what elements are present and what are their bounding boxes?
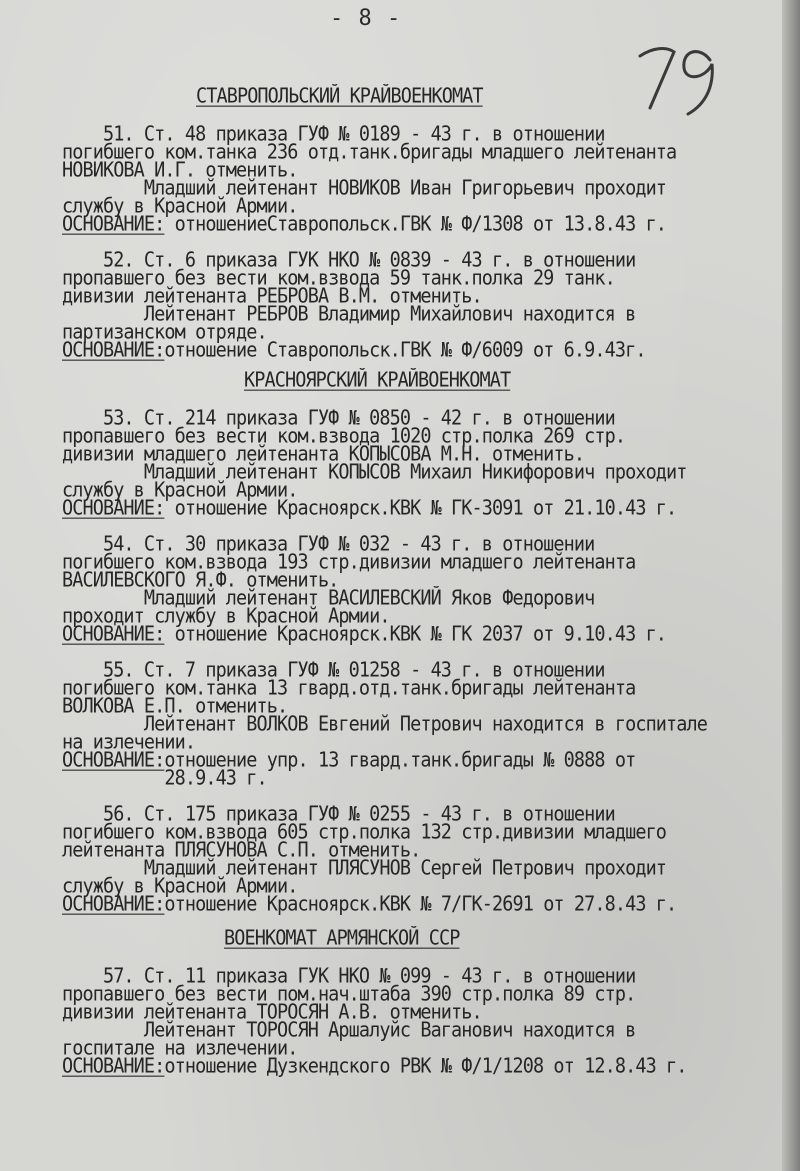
entry-53-basis [62, 499, 676, 519]
entry-54-basis [62, 625, 666, 645]
entry-56-basis [62, 895, 676, 915]
basis-text: отношение Красноярск.КВК № 7/ГК-2691 от 27.8.43 г. [164, 893, 677, 916]
entry-52-basis [62, 341, 646, 361]
entry-51-line-2: погибшего ком.танка 236 отд.танк.бригады младшего лейтенанта [62, 141, 677, 164]
entry-54-line-3: ВАСИЛЕВСКОГО Я.Ф. отменить. [62, 569, 339, 592]
basis-text: отношениеСтавропольск.ГВК № Ф/1308 от 13.8.43 г. [164, 213, 667, 236]
entry-57-line-5: госпитале на излечении. [62, 1037, 298, 1060]
section-heading-armenia: ВОЕНКОМАТ АРМЯНСКОЙ ССР [224, 927, 460, 950]
entry-53-line-5: службу в Красной Армии. [62, 479, 298, 502]
entry-54-line-2: погибшего ком.взвода 193 стр.дивизии младшего лейтенанта [62, 551, 636, 574]
entry-57-line-1: 57. Ст. 11 приказа ГУК НКО № 099 - 43 г. в отношении [62, 965, 636, 988]
basis-text: отношение Ставропольск.ГВК № Ф/6009 от 6.9.43г. [164, 339, 646, 362]
entry-56-line-1: 56. Ст. 175 приказа ГУФ № 0255 - 43 г. в отношении [62, 803, 615, 826]
entry-51-line-1: 51. Ст. 48 приказа ГУФ № 0189 - 43 г. в отношении [62, 123, 605, 146]
entry-52-line-5: партизанском отряде. [62, 321, 267, 344]
entry-57-basis [62, 1057, 687, 1077]
entry-51-line-5: службу в Красной Армии. [62, 195, 298, 218]
handwritten-folio-number [632, 38, 722, 118]
entry-52-line-1: 52. Ст. 6 приказа ГУК НКО № 0839 - 43 г. в отношении [62, 249, 636, 272]
section-heading-krasnoyarsk: КРАСНОЯРСКИЙ КРАЙВОЕНКОМАТ [244, 369, 511, 392]
basis-text: отношение Красноярск.КВК № ГК-3091 от 21.10.43 г. [164, 497, 677, 520]
entry-56-line-4: Младший лейтенант ПЛЯСУНОВ Сергей Петрович проходит [62, 857, 667, 880]
entry-56-line-5: службу в Красной Армии. [62, 875, 298, 898]
entry-53-line-3: дивизии младшего лейтенанта КОПЫСОВА М.Н. отменить. [62, 443, 585, 466]
basis-text: отношение упр. 13 гвард.танк.бригады № 0888 от [164, 749, 636, 772]
entry-52-line-3: дивизии лейтенанта РЕБРОВА В.М. отменить. [62, 285, 482, 308]
entry-51-line-4: Младший лейтенант НОВИКОВ Иван Григорьевич проходит [62, 177, 667, 200]
entry-55-line-1: 55. Ст. 7 приказа ГУФ № 01258 - 43 г. в отношении [62, 659, 605, 682]
entry-55-line-2: погибшего ком.танка 13 гвард.отд.танк.бригады лейтенанта [62, 677, 636, 700]
basis-text: отношение Красноярск.КВК № ГК 2037 от 9.10.43 г. [164, 623, 667, 646]
entry-53-line-4: Младший лейтенант КОПЫСОВ Михаил Никифорович проходит [62, 461, 687, 484]
page-number: - 8 - [330, 6, 402, 31]
basis-text: отношение Дузкендского РВК № Ф/1/1208 от 12.8.43 г. [164, 1055, 687, 1078]
entry-55-line-3: ВОЛКОВА Е.П. отменить. [62, 695, 288, 718]
basis-label: ОСНОВАНИЕ: [62, 1055, 165, 1078]
entry-55-line-4: Лейтенант ВОЛКОВ Евгений Петрович находится в госпитале [62, 713, 707, 736]
basis-label: ОСНОВАНИЕ: [62, 623, 165, 646]
entry-53-line-1: 53. Ст. 214 приказа ГУФ № 0850 - 42 г. в отношении [62, 407, 615, 430]
basis-label: ОСНОВАНИЕ: [62, 893, 165, 916]
entry-53-line-2: пропавшего без вести ком.взвода 1020 стр.полка 269 стр. [62, 425, 626, 448]
entry-57-line-4: Лейтенант ТОРОСЯН Аршалуйс Ваганович находится в [62, 1019, 636, 1042]
basis-label: ОСНОВАНИЕ: [62, 213, 165, 236]
section-heading-stavropol: СТАВРОПОЛЬСКИЙ КРАЙВОЕНКОМАТ [196, 85, 483, 108]
entry-57-line-3: дивизии лейтенанта ТОРОСЯН А.В. отменить. [62, 1001, 482, 1024]
entry-55-line-5: на излечении. [62, 731, 196, 754]
entry-52-line-2: пропавшего без вести ком.взвода 59 танк.полка 29 танк. [62, 267, 615, 290]
entry-55-basis-cont: 28.9.43 г. [62, 767, 267, 790]
entry-56-line-3: лейтенанта ПЛЯСУНОВА С.П. отменить. [62, 839, 421, 862]
basis-label: ОСНОВАНИЕ: [62, 749, 165, 772]
basis-label: ОСНОВАНИЕ: [62, 497, 165, 520]
entry-52-line-4: Лейтенант РЕБРОВ Владимир Михайлович находится в [62, 303, 636, 326]
entry-57-line-2: пропавшего без вести пом.нач.штаба 390 стр.полка 89 стр. [62, 983, 636, 1006]
entry-54-line-5: проходит службу в Красной Армии. [62, 605, 390, 628]
page-edge-shadow [782, 0, 800, 1171]
entry-56-line-2: погибшего ком.взвода 605 стр.полка 132 стр.дивизии младшего [62, 821, 667, 844]
entry-54-line-4: Младший лейтенант ВАСИЛЕВСКИЙ Яков Федорович [62, 587, 595, 610]
basis-label: ОСНОВАНИЕ: [62, 339, 165, 362]
entry-51-line-3: НОВИКОВА И.Г. отменить. [62, 159, 298, 182]
entry-54-line-1: 54. Ст. 30 приказа ГУФ № 032 - 43 г. в отношении [62, 533, 595, 556]
entry-51-basis [62, 215, 666, 235]
